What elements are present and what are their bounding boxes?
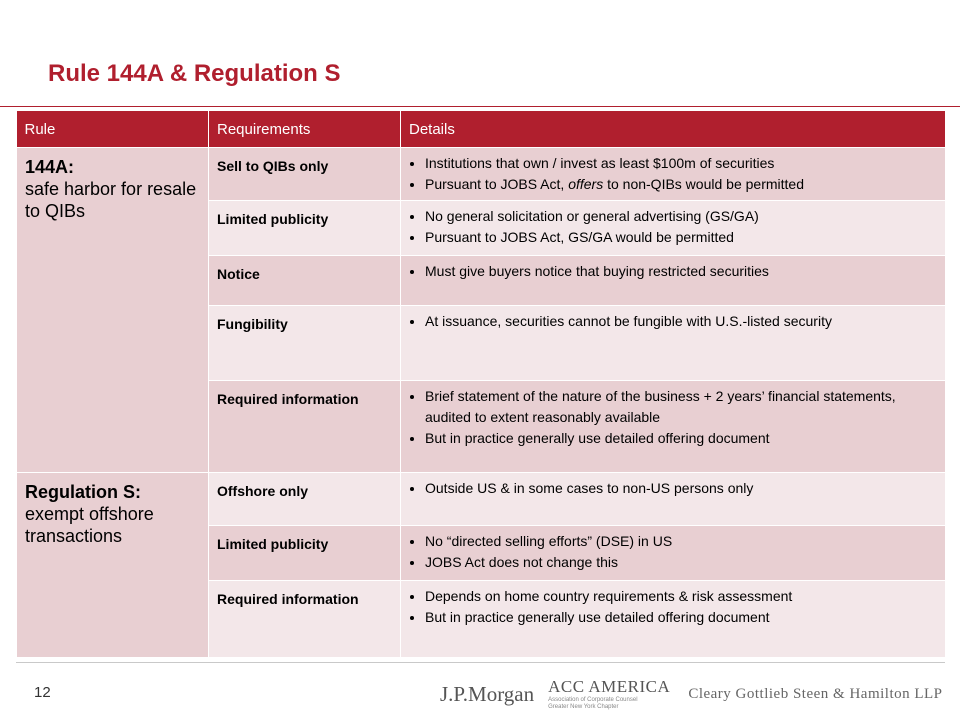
requirement-cell: Required information — [209, 381, 401, 473]
requirement-cell: Offshore only — [209, 473, 401, 526]
detail-bullet: • Outside US & in some cases to non-US persons only — [425, 478, 937, 499]
footer-logos — [440, 676, 943, 712]
details-cell — [401, 148, 946, 201]
detail-bullet: • Pursuant to JOBS Act, offers to non-QIBs would be permitted — [425, 174, 937, 195]
details-cell — [401, 201, 946, 256]
rule-description: exempt offshore transactions — [25, 504, 154, 546]
detail-bullet: • At issuance, securities cannot be fungible with U.S.-listed security — [425, 311, 937, 332]
rule-name: Regulation S: — [25, 482, 141, 502]
detail-bullet: • Depends on home country requirements & risk assessment — [425, 586, 937, 607]
table-header-row — [17, 111, 946, 148]
detail-bullet: • No “directed selling efforts” (DSE) in US — [425, 531, 937, 552]
rule-cell-144a — [17, 148, 209, 473]
rule-description: safe harbor for resale to QIBs — [25, 179, 197, 221]
details-cell — [401, 381, 946, 473]
requirement-cell: Notice — [209, 256, 401, 306]
page-number: 12 — [34, 684, 51, 701]
detail-bullet: • Institutions that own / invest as least $100m of securities — [425, 153, 937, 174]
details-cell — [401, 581, 946, 658]
details-cell — [401, 473, 946, 526]
rule-name: 144A: — [25, 157, 75, 177]
detail-bullet: • But in practice generally use detailed offering document — [425, 428, 937, 449]
requirement-cell: Limited publicity — [209, 201, 401, 256]
cleary-gottlieb-logo: Cleary Gottlieb Steen & Hamilton LLP — [688, 685, 943, 702]
table-row — [17, 148, 946, 201]
details-cell — [401, 256, 946, 306]
detail-bullet: • Pursuant to JOBS Act, GS/GA would be permitted — [425, 227, 937, 248]
rules-table — [16, 111, 946, 658]
acc-logo-sub2: Greater New York Chapter — [548, 704, 619, 710]
detail-bullet: • Must give buyers notice that buying restricted securities — [425, 261, 937, 282]
detail-bullet: • Brief statement of the nature of the business + 2 years’ financial statements, audited to extent reasonably available — [425, 386, 937, 428]
acc-logo-main: ACC AMERICA — [548, 677, 671, 696]
header-rule: Rule — [17, 111, 209, 148]
title-divider — [0, 106, 960, 107]
header-requirements: Requirements — [209, 111, 401, 148]
footer-divider — [16, 662, 945, 663]
requirement-cell: Fungibility — [209, 306, 401, 381]
details-cell — [401, 306, 946, 381]
requirement-cell: Sell to QIBs only — [209, 148, 401, 201]
detail-bullet: • But in practice generally use detailed offering document — [425, 607, 937, 628]
slide-title: Rule 144A & Regulation S — [48, 60, 341, 87]
jpmorgan-logo: J.P.Morgan — [440, 681, 535, 706]
rule-cell-regulation-s — [17, 473, 209, 658]
acc-logo-sub1: Association of Corporate Counsel — [548, 697, 638, 703]
acc-america-logo — [548, 677, 670, 711]
requirement-cell: Limited publicity — [209, 526, 401, 581]
detail-bullet: • JOBS Act does not change this — [425, 552, 937, 573]
table-row — [17, 473, 946, 526]
details-cell — [401, 526, 946, 581]
requirement-cell: Required information — [209, 581, 401, 658]
detail-bullet: • No general solicitation or general advertising (GS/GA) — [425, 206, 937, 227]
header-details: Details — [401, 111, 946, 148]
